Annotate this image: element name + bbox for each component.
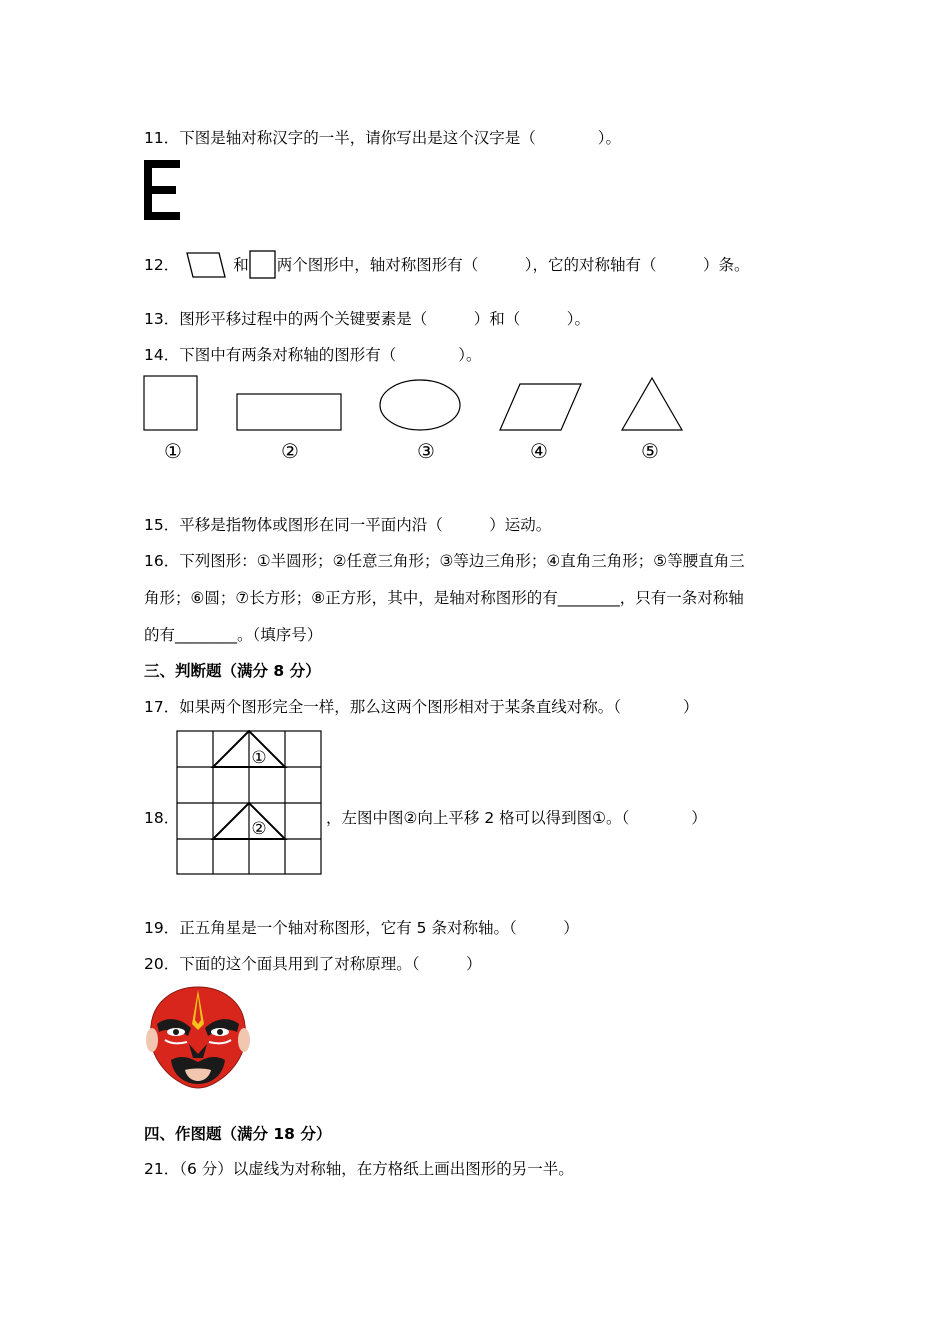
question-19-text: 19．正五角星是一个轴对称图形，它有 5 条对称轴。（ ） <box>144 919 579 937</box>
question-15 <box>144 515 551 535</box>
question-12-number: 12． <box>144 256 180 274</box>
question-11 <box>144 128 621 148</box>
question-12 <box>144 250 750 280</box>
shape-rectangle <box>237 394 341 430</box>
section-4-title: 四、作图题（满分 18 分） <box>144 1125 332 1143</box>
shape-label: ① <box>164 439 182 463</box>
question-12-text: 两个图形中，轴对称图形有（ ），它的对称轴有（ ）条。 <box>276 256 750 274</box>
question-21-text: 21．（6 分）以虚线为对称轴，在方格纸上画出图形的另一半。 <box>144 1160 574 1178</box>
shape-label: ② <box>281 439 299 463</box>
question-17-text: 17．如果两个图形完全一样，那么这两个图形相对于某条直线对称。（ ） <box>144 698 699 716</box>
question-16-line-1 <box>144 551 745 571</box>
section-3-title: 三、判断题（满分 8 分） <box>144 662 321 680</box>
shape-ellipse <box>380 380 460 430</box>
question-14 <box>144 345 481 365</box>
shape-square <box>144 376 197 430</box>
question-18 <box>326 808 707 828</box>
question-19 <box>144 918 579 938</box>
triangle-1-label: ① <box>251 748 267 768</box>
shape-label: ④ <box>530 439 548 463</box>
question-16-text-3: 的有________。（填序号） <box>144 626 323 644</box>
question-18-num: 18． <box>144 809 180 827</box>
question-21 <box>144 1159 574 1179</box>
question-13-text: 13．图形平移过程中的两个关键要素是（ ）和（ ）。 <box>144 310 590 328</box>
question-17 <box>144 697 698 717</box>
question-16-text-1: 16．下列图形：①半圆形；②任意三角形；③等边三角形；④直角三角形；⑤等腰直角三 <box>144 552 745 570</box>
question-14-text: 14．下图中有两条对称轴的图形有（ ）。 <box>144 346 482 364</box>
shape-label: ③ <box>417 439 435 463</box>
question-16-line-3 <box>144 625 322 645</box>
opera-mask-image <box>143 984 253 1090</box>
question-18-text: ，左图中图②向上平移 2 格可以得到图①。（ ） <box>326 809 707 827</box>
question-12-and: 和 <box>233 256 249 274</box>
square-shape <box>249 250 277 280</box>
question-20 <box>144 954 481 974</box>
section-4-heading <box>144 1124 331 1144</box>
half-character-figure <box>144 160 184 220</box>
triangle-2-label: ② <box>251 819 267 839</box>
question-13 <box>144 309 590 329</box>
shapes-figure <box>140 372 700 467</box>
question-18-number <box>144 808 179 828</box>
shape-label: ⑤ <box>641 439 659 463</box>
question-20-text: 20．下面的这个面具用到了对称原理。（ ） <box>144 955 482 973</box>
section-3-heading <box>144 661 321 681</box>
shape-triangle <box>622 378 682 430</box>
question-11-text: 11．下图是轴对称汉字的一半，请你写出是这个汉字是（ ）。 <box>144 129 621 147</box>
question-16-line-2 <box>144 588 744 608</box>
grid-figure <box>176 730 324 876</box>
shape-parallelogram <box>500 384 581 430</box>
question-15-text: 15．平移是指物体或图形在同一平面内沿（ ）运动。 <box>144 516 552 534</box>
question-16-text-2: 角形；⑥圆；⑦长方形；⑧正方形，其中，是轴对称图形的有________，只有一条对称轴 <box>144 589 744 607</box>
parallelogram-shape <box>183 251 229 279</box>
